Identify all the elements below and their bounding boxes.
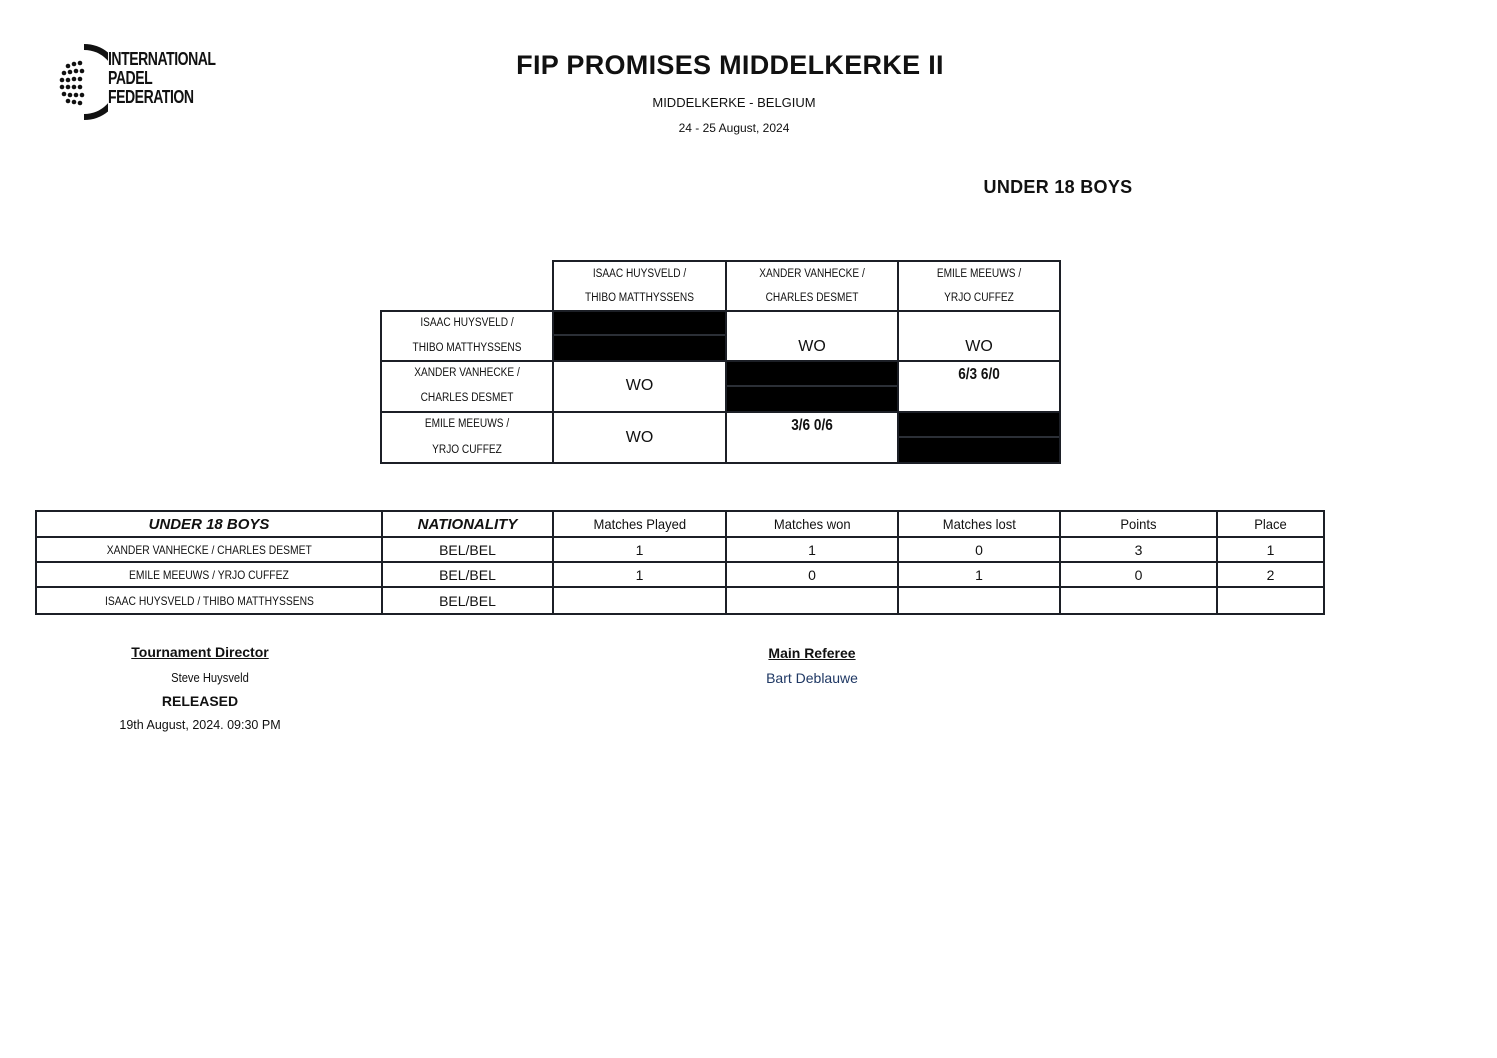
grid-cell-r1c2 <box>725 310 899 362</box>
played-value: 1 <box>635 541 644 558</box>
team-name-line: CHARLES DESMET <box>420 392 514 404</box>
team-name: XANDER VANHECKE / CHARLES DESMET <box>106 542 312 557</box>
grid-col-header-3 <box>897 260 1061 312</box>
grid-cell-self <box>897 411 1061 464</box>
header-label: Matches lost <box>942 516 1016 532</box>
category-title: UNDER 18 BOYS <box>983 177 1133 197</box>
cell-divider <box>554 334 725 336</box>
table-row-won <box>725 536 899 563</box>
referee-label: Main Referee <box>768 645 856 661</box>
standings-header-played <box>552 510 727 538</box>
match-result: WO <box>625 377 654 394</box>
director-name: Steve Huysveld <box>171 670 249 685</box>
standings-header-points <box>1059 510 1218 538</box>
referee-name: Bart Deblauwe <box>766 670 858 686</box>
table-row-points <box>1059 536 1218 563</box>
logo-line-3: FEDERATION <box>108 87 194 107</box>
grid-cell-self <box>725 360 899 413</box>
table-row-place <box>1216 561 1325 588</box>
table-row-lost <box>897 561 1061 588</box>
match-result: WO <box>965 338 993 355</box>
director-label: Tournament Director <box>131 644 269 660</box>
standings-header-won <box>725 510 899 538</box>
place-value: 1 <box>1266 541 1275 558</box>
logo-mark-icon <box>56 44 108 120</box>
header-label: Matches Played <box>593 516 686 532</box>
table-row-lost <box>897 536 1061 563</box>
header-label: UNDER 18 BOYS <box>148 515 270 533</box>
table-row-team <box>35 586 383 615</box>
table-row-played <box>552 586 727 615</box>
grid-cell-r3c1 <box>552 411 727 464</box>
match-result: WO <box>798 338 826 355</box>
points-value: 0 <box>1134 566 1143 583</box>
cell-divider <box>899 436 1059 438</box>
table-row-team <box>35 536 383 563</box>
place-value: 2 <box>1266 566 1275 583</box>
grid-col-header-2 <box>725 260 899 312</box>
team-name-line: THIBO MATTHYSSENS <box>412 342 522 354</box>
standings-header-team <box>35 510 383 538</box>
match-result: 6/3 6/0 <box>958 366 1000 383</box>
header-label: NATIONALITY <box>417 515 518 533</box>
table-row-won <box>725 561 899 588</box>
team-name: ISAAC HUYSVELD / THIBO MATTHYSSENS <box>104 593 314 608</box>
grid-cell-r1c3 <box>897 310 1061 362</box>
table-row-place <box>1216 586 1325 615</box>
team-name-line: ISAAC HUYSVELD / <box>420 317 514 329</box>
team-name-line: YRJO CUFFEZ <box>432 444 502 456</box>
table-row-lost <box>897 586 1061 615</box>
team-name-line: ISAAC HUYSVELD / <box>592 268 687 280</box>
table-row-points <box>1059 561 1218 588</box>
logo-line-2: PADEL <box>108 68 153 88</box>
table-row-nationality <box>381 586 554 615</box>
header-label: Matches won <box>773 516 851 532</box>
grid-row-header-1 <box>380 310 554 362</box>
table-row-team <box>35 561 383 588</box>
grid-col-header-1 <box>552 260 727 312</box>
grid-cell-r2c3 <box>897 360 1061 413</box>
cell-divider <box>727 385 897 387</box>
grid-cell-r3c2 <box>725 411 899 464</box>
played-value: 1 <box>635 566 644 583</box>
table-row-played <box>552 536 727 563</box>
fip-logo <box>56 44 216 120</box>
team-name: EMILE MEEUWS / YRJO CUFFEZ <box>129 567 289 582</box>
team-name-line: XANDER VANHECKE / <box>759 268 865 280</box>
released-date: 19th August, 2024. 09:30 PM <box>119 718 281 732</box>
team-name-line: THIBO MATTHYSSENS <box>585 292 694 304</box>
header-label: Points <box>1120 516 1157 532</box>
header-label: Place <box>1254 516 1287 532</box>
table-row-won <box>725 586 899 615</box>
lost-value: 1 <box>975 566 983 583</box>
match-result: 3/6 0/6 <box>791 417 833 434</box>
nationality-value: BEL/BEL <box>439 592 496 609</box>
tournament-location: MIDDELKERKE - BELGIUM <box>652 95 816 110</box>
table-row-played <box>552 561 727 588</box>
won-value: 0 <box>808 566 816 583</box>
nationality-value: BEL/BEL <box>439 566 496 583</box>
tournament-dates: 24 - 25 August, 2024 <box>678 121 790 135</box>
logo-text <box>108 50 216 107</box>
nationality-value: BEL/BEL <box>439 541 496 558</box>
table-row-points <box>1059 586 1218 615</box>
team-name-line: YRJO CUFFEZ <box>944 292 1014 304</box>
won-value: 1 <box>808 541 816 558</box>
grid-cell-self <box>552 310 727 362</box>
grid-cell-r2c1 <box>552 360 727 413</box>
standings-header-lost <box>897 510 1061 538</box>
standings-header-place <box>1216 510 1325 538</box>
grid-row-header-3 <box>380 411 554 464</box>
grid-row-header-2 <box>380 360 554 413</box>
points-value: 3 <box>1134 541 1143 558</box>
team-name-line: XANDER VANHECKE / <box>414 367 520 379</box>
team-name-line: CHARLES DESMET <box>765 292 859 304</box>
page-title: FIP PROMISES MIDDELKERKE II <box>516 50 944 80</box>
table-row-nationality <box>381 536 554 563</box>
table-row-nationality <box>381 561 554 588</box>
team-name-line: EMILE MEEUWS / <box>424 418 510 430</box>
team-name-line: EMILE MEEUWS / <box>936 268 1022 280</box>
lost-value: 0 <box>975 541 983 558</box>
standings-header-nationality <box>381 510 554 538</box>
match-result: WO <box>625 429 654 446</box>
released-label: RELEASED <box>161 693 239 709</box>
table-row-place <box>1216 536 1325 563</box>
logo-line-1: INTERNATIONAL <box>108 49 216 69</box>
